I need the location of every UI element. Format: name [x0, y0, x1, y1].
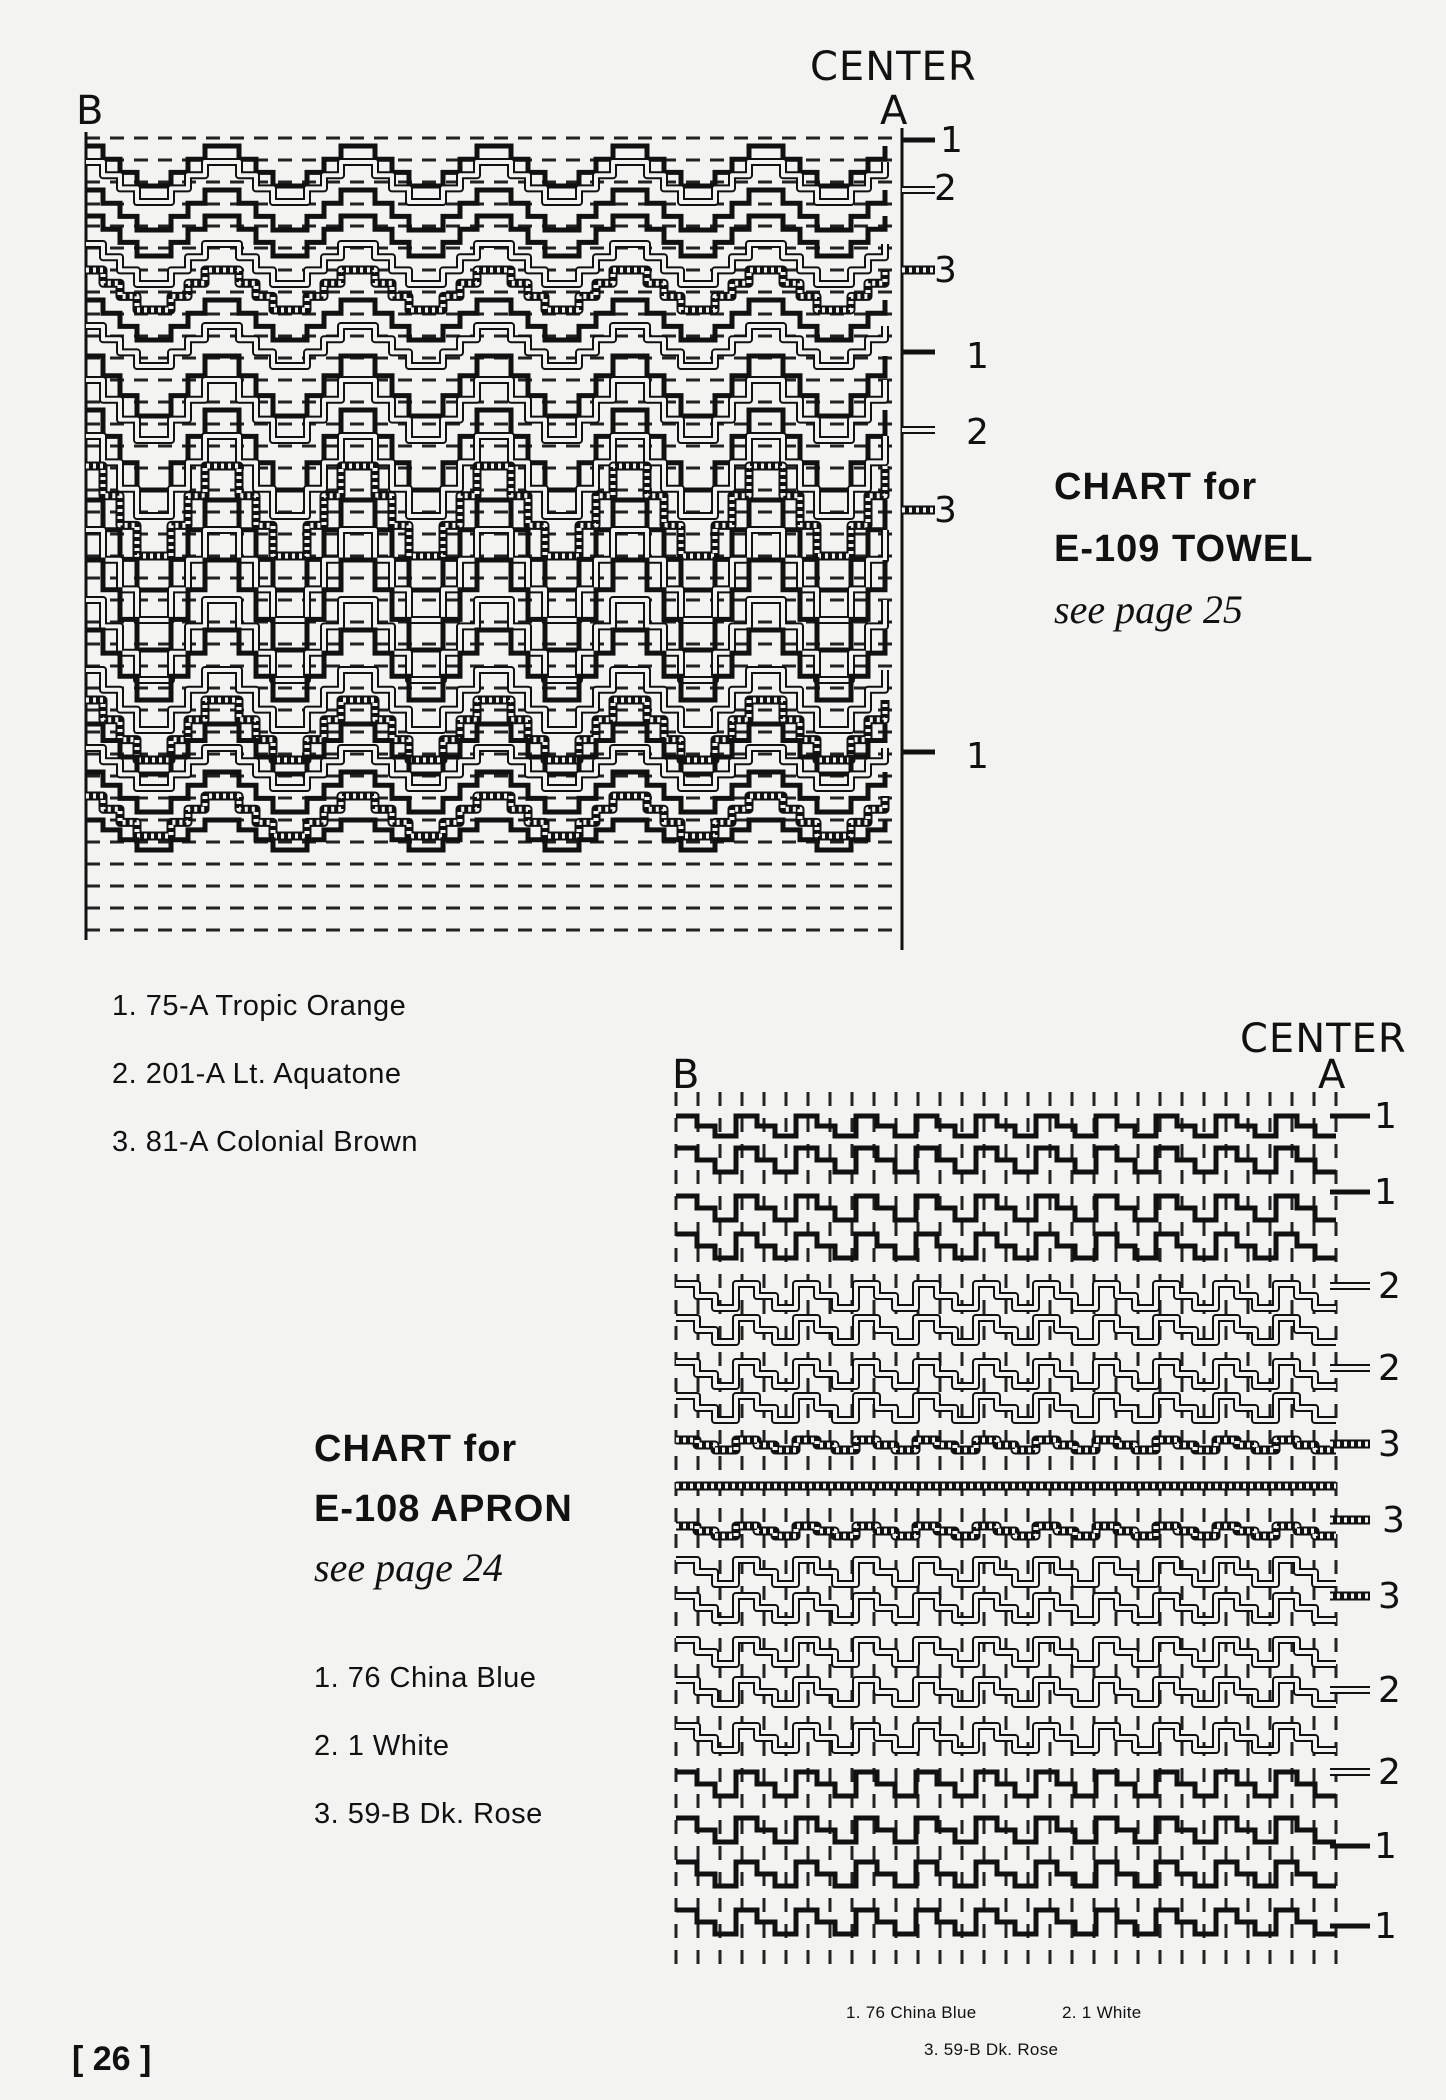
apron-footer-key-1: 1. 76 China Blue — [846, 2003, 977, 2022]
apron-right-label-a: A — [1318, 1052, 1347, 1098]
apron-footer-key-3: 3. 59-B Dk. Rose — [924, 2040, 1059, 2059]
apron-row-marker: 1 — [1374, 1906, 1397, 1947]
apron-color-key-3: 3. 59-B Dk. Rose — [314, 1798, 543, 1830]
page-number: [ 26 ] — [72, 2040, 152, 2078]
towel-left-label-b: B — [76, 88, 105, 134]
apron-color-key-1: 1. 76 China Blue — [314, 1662, 537, 1694]
apron-left-label-b: B — [672, 1052, 701, 1098]
apron-see-page: see page 24 — [314, 1545, 503, 1590]
apron-center-label: CENTER — [1240, 1016, 1407, 1062]
towel-color-key-2: 2. 201-A Lt. Aquatone — [112, 1058, 402, 1090]
apron-row-marker: 3 — [1378, 1576, 1401, 1617]
towel-color-key-1: 1. 75-A Tropic Orange — [112, 990, 407, 1022]
towel-see-page: see page 25 — [1054, 587, 1243, 632]
towel-row-marker: 2 — [934, 168, 957, 209]
apron-row-marker: 3 — [1382, 1500, 1405, 1541]
towel-row-marker: 1 — [966, 336, 989, 377]
apron-chart-heading-line1: CHART for — [314, 1428, 518, 1470]
towel-row-marker: 3 — [934, 250, 957, 291]
apron-row-marker: 3 — [1378, 1424, 1401, 1465]
towel-row-marker: 2 — [966, 412, 989, 453]
towel-right-label-a: A — [880, 88, 909, 134]
apron-row-marker: 2 — [1378, 1266, 1401, 1307]
towel-chart-heading-line2: E-109 TOWEL — [1054, 528, 1314, 570]
apron-chart-heading-line2: E-108 APRON — [314, 1488, 573, 1530]
apron-row-marker: 2 — [1378, 1348, 1401, 1389]
towel-row-marker: 3 — [934, 490, 957, 531]
apron-row-marker: 2 — [1378, 1670, 1401, 1711]
apron-row-marker: 1 — [1374, 1172, 1397, 1213]
towel-chart-heading-line1: CHART for — [1054, 466, 1258, 508]
towel-row-marker: 1 — [966, 736, 989, 777]
apron-row-marker: 1 — [1374, 1096, 1397, 1137]
towel-center-label: CENTER — [810, 44, 977, 90]
towel-color-key-3: 3. 81-A Colonial Brown — [112, 1126, 418, 1158]
apron-row-marker: 1 — [1374, 1826, 1397, 1867]
apron-footer-key-2: 2. 1 White — [1062, 2003, 1142, 2022]
apron-color-key-2: 2. 1 White — [314, 1730, 450, 1762]
apron-row-marker: 2 — [1378, 1752, 1401, 1793]
towel-row-marker: 1 — [940, 120, 963, 161]
